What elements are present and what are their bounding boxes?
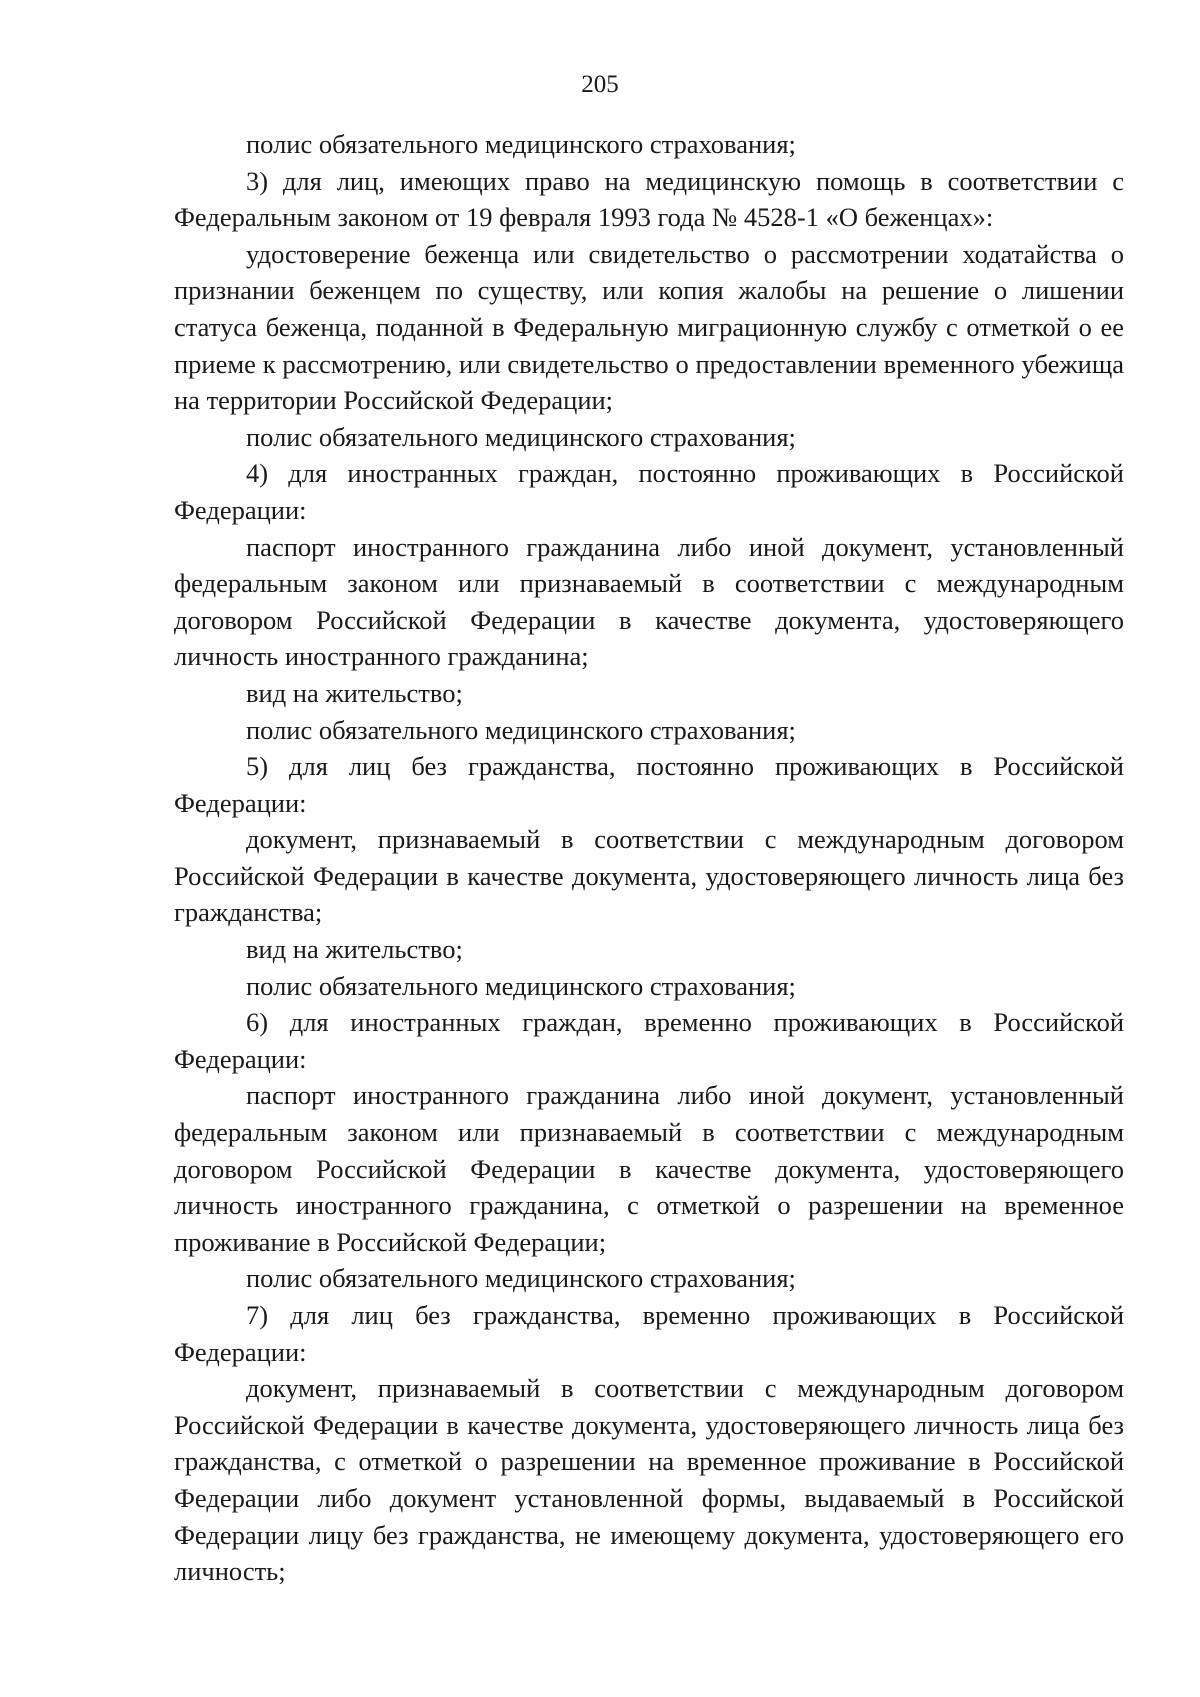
paragraph: полис обязательного медицинского страхования; (246, 129, 796, 159)
paragraph: полис обязательного медицинского страхования; (246, 421, 796, 452)
paragraph: паспорт иностранного гражданина либо иной документ, установленный федеральным законом или признаваемый в соответствии с международным договором Российской Федерации в качестве документа, удостоверяющего личность иностранного гражданина, с отметкой о разрешении на временное проживание в Российской Федерации; (174, 1080, 1124, 1257)
document-body (174, 126, 1124, 1590)
paragraph: полис обязательного медицинского страхования; (246, 714, 796, 745)
list-item-3-heading: 3) для лиц, имеющих право на медицинскую помощь в соответствии с Федеральным законом от 19 февраля 1993 года № 4528-1 «О беженцах»: (174, 165, 1124, 233)
paragraph: вид на жительство; (246, 677, 463, 708)
paragraph: полис обязательного медицинского страхования; (246, 970, 796, 1001)
page-number: 205 (581, 71, 619, 98)
paragraph: полис обязательного медицинского страхования; (246, 1263, 796, 1294)
paragraph: вид на жительство; (246, 934, 463, 965)
paragraph: документ, признаваемый в соответствии с международным договором Российской Федерации в качестве документа, удостоверяющего личность лица без гражданства, с отметкой о разрешении на временное проживание в Российской Федерации либо документ установленной формы, выдаваемый в Российской Федерации лицу без гражданства, не имеющему документа, удостоверяющего его личность; (174, 1373, 1124, 1587)
list-item-6-heading: 6) для иностранных граждан, временно проживающих в Российской Федерации: (174, 1007, 1124, 1074)
paragraph: удостоверение беженца или свидетельство о рассмотрении ходатайства о признании беженцем по существу, или копия жалобы на решение о лишении статуса беженца, поданной в Федеральную миграционную службу с отметкой о ее приеме к рассмотрению, или свидетельство о предоставлении временного убежища на территории Российской Федерации; (174, 238, 1124, 416)
list-item-5-heading: 5) для лиц без гражданства, постоянно проживающих в Российской Федерации: (174, 751, 1124, 818)
list-item-4-heading: 4) для иностранных граждан, постоянно проживающих в Российской Федерации: (174, 458, 1124, 525)
paragraph: документ, признаваемый в соответствии с международным договором Российской Федерации в качестве документа, удостоверяющего личность лица без гражданства; (174, 824, 1124, 928)
list-item-7-heading: 7) для лиц без гражданства, временно проживающих в Российской Федерации: (174, 1300, 1124, 1367)
paragraph: паспорт иностранного гражданина либо иной документ, установленный федеральным законом или признаваемый в соответствии с международным договором Российской Федерации в качестве документа, удостоверяющего личность иностранного гражданина; (174, 531, 1124, 672)
